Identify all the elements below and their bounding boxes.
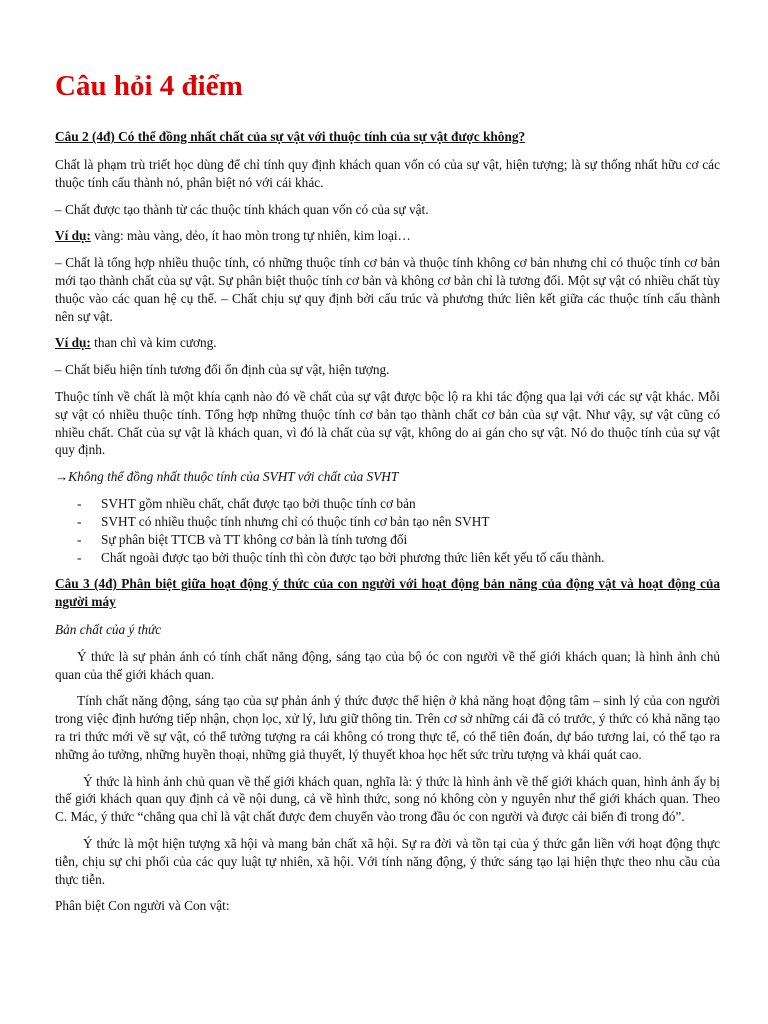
q2-paragraph-1: Chất là phạm trù triết học dùng để chỉ tính quy định khách quan vốn có của sự vật, hiện tượng; là sự thống nhất hữu cơ các thuộc tính cấu thành nó, phân biệt nó với cái khác. bbox=[55, 157, 720, 190]
q3-paragraph-4: Ý thức là một hiện tượng xã hội và mang bản chất xã hội. Sự ra đời và tồn tại của ý thức gắn liền với hoạt động thực tiễn, chịu sự chi phối của các quy luật tự nhiên, xã hội. Với tính năng động, ý thức sáng tạo lại hiện thực theo nhu cầu của thực tiễn. bbox=[55, 835, 720, 887]
q2-paragraph-5: Thuộc tính về chất là một khía cạnh nào đó về chất của sự vật được bộc lộ ra khi tác động qua lại với các sự vật khác. Mỗi sự vật có nhiều thuộc tính. Tổng hợp những thuộc tính cơ bản tạo thành chất cơ bản của sự vật. Như vậy, sự vật cũng có nhiều chất. Chất của sự vật là khách quan, vì đó là chất của sự vật, không do ai gán cho sự vật. Nó do thuộc tính của sự vật quy định. bbox=[55, 388, 720, 458]
example-text: than chì và kim cương. bbox=[90, 335, 217, 351]
page-heading: Câu hỏi 4 điểm bbox=[55, 70, 243, 102]
q3-subheading: Bản chất của ý thức bbox=[55, 621, 162, 637]
example-text: vàng: màu vàng, dẻo, ít hao mòn trong tự nhiên, kim loại… bbox=[90, 228, 411, 244]
q3-paragraph-5: Phân biệt Con người và Con vật: bbox=[55, 898, 230, 914]
q2-conclusion: →Không thể đồng nhất thuộc tính của SVHT với chất của SVHT bbox=[55, 469, 399, 485]
q2-example-2 bbox=[55, 334, 720, 352]
example-label: Ví dụ: bbox=[55, 335, 91, 351]
q3-paragraph-2: Tính chất năng động, sáng tạo của sự phản ánh ý thức được thể hiện ở khả năng hoạt động tâm – sinh lý của con người trong việc định hướng tiếp nhận, chọn lọc, xử lý, lưu giữ thông tin. Trên cơ sở những cái đã có trước, ý thức có khả năng tạo ra tri thức mới về sự vật, có thể tưởng tượng ra cái không có trong thực tế, có thể tiên đoán, dự báo tương lai, có thể tạo ra những ảo tưởng, những huyền thoại, những giả thuyết, lý thuyết khoa học hết sức trừu tượng và khái quát cao. bbox=[55, 693, 720, 762]
question-3-title: Câu 3 (4đ) Phân biệt giữa hoạt động ý thức của con người với hoạt động bản năng của động vật và hoạt động của người máy bbox=[55, 575, 720, 609]
list-item: - SVHT gồm nhiều chất, chất được tạo bởi thuộc tính cơ bản bbox=[55, 495, 720, 513]
q2-paragraph-3: – Chất là tổng hợp nhiều thuộc tính, có những thuộc tính cơ bản và thuộc tính không cơ bản nhưng chỉ có thuộc tính cơ bản mới tạo thành chất của sự vật. Sự phân biệt thuộc tính cơ bản và không cơ bản chỉ là tương đối. Một sự vật có nhiều chất tùy thuộc vào các quan hệ cụ thể. – Chất chịu sự quy định bởi cấu trúc và phương thức liên kết giữa các thuộc tính cấu thành nên sự vật. bbox=[55, 255, 720, 324]
q2-paragraph-2: – Chất được tạo thành từ các thuộc tính khách quan vốn có của sự vật. bbox=[55, 201, 429, 217]
q2-bullet-list bbox=[55, 495, 720, 567]
q3-paragraph-1: Ý thức là sự phản ánh có tính chất năng động, sáng tạo của bộ óc con người về thế giới khách quan; là hình ảnh chủ quan của thế giới khách quan. bbox=[55, 648, 720, 682]
list-item: - Sự phân biệt TTCB và TT không cơ bản là tính tương đối bbox=[55, 531, 720, 549]
list-item: - Chất ngoài được tạo bởi thuộc tính thì còn được tạo bởi phương thức liên kết yếu tố cấu thành. bbox=[55, 549, 720, 567]
list-item: - SVHT có nhiều thuộc tính nhưng chỉ có thuộc tính cơ bản tạo nên SVHT bbox=[55, 513, 720, 531]
example-label: Ví dụ: bbox=[55, 228, 91, 244]
q2-paragraph-4: – Chất biểu hiện tính tương đối ổn định của sự vật, hiện tượng. bbox=[55, 362, 390, 378]
q3-paragraph-3: Ý thức là hình ảnh chủ quan về thế giới khách quan, nghĩa là: ý thức là hình ảnh về thế giới khách quan, hình ảnh ấy bị thế giới khách quan quy định cả về nội dung, cả về hình thức, song nó không còn y nguyên như thế giới khách quan. Theo C. Mác, ý thức “chẳng qua chỉ là vật chất được đem chuyển vào trong đầu óc con người và được cải biến đi trong đó”. bbox=[55, 773, 720, 825]
q2-example-1 bbox=[55, 227, 720, 245]
question-2-title: Câu 2 (4đ) Có thể đồng nhất chất của sự vật với thuộc tính của sự vật được không? bbox=[55, 129, 526, 144]
